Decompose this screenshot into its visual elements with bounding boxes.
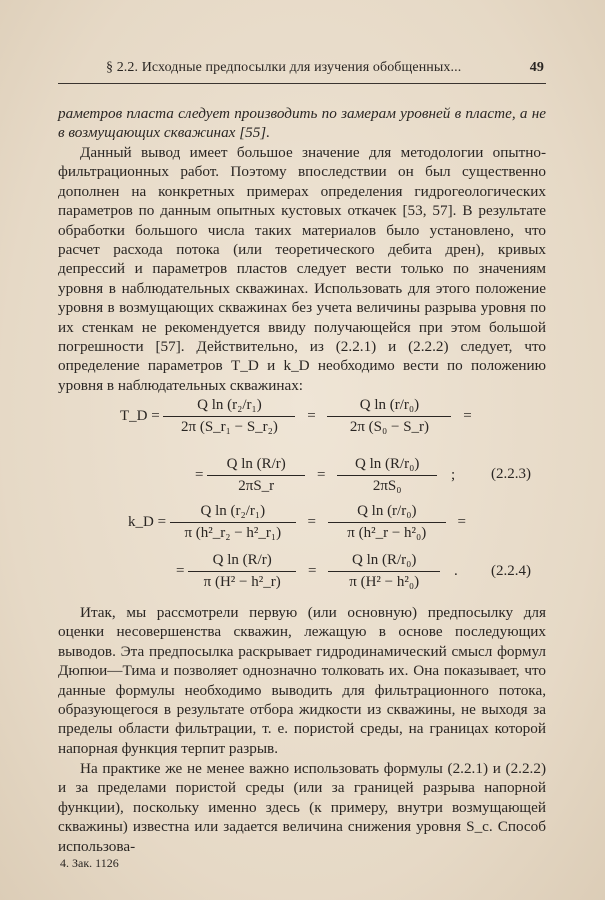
eq1-eq-sign: = xyxy=(307,407,316,424)
paragraph-conclusion: Данный вывод имеет большое значение для методологии опытно-фильтрационных работ. Поэтому впоследствии он был существенно дополнен на конкретных примерах определения гидрогеологических параметров по данным опытных кустовых откачек [53, 57]. В результате обработки большого числа таких материалов было установлено, что расчет расхода потока (или теоретического дебита дрен), кривых депрессий и параметров пластов следует вести только по значениям уровня в наблюдательных скважинах. Использовать для этого положение уровня в возмущающих скважинах без учета величины разрыва уровня по их стенкам не рекомендуется ввиду получающейся при этом большой погрешности [57]. Действительно, из (2.2.1) и (2.2.2) следует, что определение параметров T_D и k_D необходимо вести по положению уровня в наблюдательных скважинах: xyxy=(58,144,546,394)
eq1-lhs: T_D = xyxy=(120,407,160,424)
eq1-frac2: $\frac{\text{Q ln (r/r₀)}}{\text{2π (S₀ − S\_r)}}$ xyxy=(327,397,451,436)
eq2-frac1: $\frac{\text{Q ln (r₂/r₁)}}{\text{π (h²\_r₂ − h²\_r₁)}}$ xyxy=(170,503,296,542)
eq1-frac3: $\frac{\text{Q ln (R/r)}}{2\pi S\_r}$ xyxy=(207,456,305,495)
equation-number-2-2-3: (2.2.3) xyxy=(491,466,531,482)
paragraph-summary: Итак, мы рассмотрели первую (или основную) предпосылку для оценки несовершенства скважин, лежащую в основе последующих выводов. Эта предпосылка раскрывает гидродинамический смысл формул Дюпюи—Тима и позволяет однозначно толковать их. Она показывает, что данные формулы необходимо выводить для фильтрационного потока, образующегося в результате отбора жидкости из скважины, не выходя за пределы области фильтрации, т. е. пористой среды, на границах которой напорная функция терпит разрыв. xyxy=(58,604,546,757)
equation-kd-line2: = $\frac{\text{Q ln (R/r)}}{\text{π (H² − h²\_r)}}$ = $\frac{\text{Q ln (R/r₀)}}{\text{π (H² − h²₀)}}$ . xyxy=(176,552,458,590)
equation-td-line1 xyxy=(120,397,472,436)
eq2-lhs: k_D = xyxy=(128,513,167,530)
equation-kd-line1 xyxy=(128,503,466,542)
eq2-eq-sign: = xyxy=(307,513,317,530)
eq1-frac1: $\frac{\text{Q ln (r₂/r₁)}}{\text{2π (S\_r₁ − S\_r₂)}}$ xyxy=(163,397,295,436)
paragraph-continuation: раметров пласта следует производить по замерам уровней в пласте, а не в возмущающих скважинах [55]. xyxy=(58,105,546,142)
eq1-trail-sign: = xyxy=(463,407,472,424)
equation-number-2-2-4: (2.2.4) xyxy=(491,563,531,579)
page-number: 49 xyxy=(529,60,544,75)
eq2-trail-sign: = xyxy=(457,513,466,530)
paragraph-practice: На практике же не менее важно использовать формулы (2.2.1) и (2.2.2) и за пределами пористой среды (или за границей разрыва напорной функции), поскольку именно здесь (к примеру, внутри возмущающей скважины) известна или задается величина снижения уровня S_c. Способ использова- xyxy=(58,760,546,855)
eq1-frac4: $\frac{\text{Q ln (R/r₀)}}{\text{2πS₀}}$ xyxy=(337,456,437,495)
header-title: § 2.2. Исходные предпосылки для изучения обобщенных... xyxy=(106,60,462,75)
eq2-frac4: $\frac{\text{Q ln (R/r₀)}}{\text{π (H² − h²₀)}}$ xyxy=(328,552,440,591)
printer-signature: 4. Зак. 1126 xyxy=(60,856,119,870)
eq2-frac3: $\frac{\text{Q ln (R/r)}}{\text{π (H² − h²\_r)}}$ xyxy=(188,552,296,591)
running-header xyxy=(58,60,546,84)
equation-td-line2: = $\frac{\text{Q ln (R/r)}}{2\pi S\_r}$ = $\frac{\text{Q ln (R/r₀)}}{\text{2πS₀}}$ ; xyxy=(195,456,456,494)
eq2-frac2: $\frac{\text{Q ln (r/r₀)}}{\text{π (h²\_r − h²₀)}}$ xyxy=(328,503,446,542)
